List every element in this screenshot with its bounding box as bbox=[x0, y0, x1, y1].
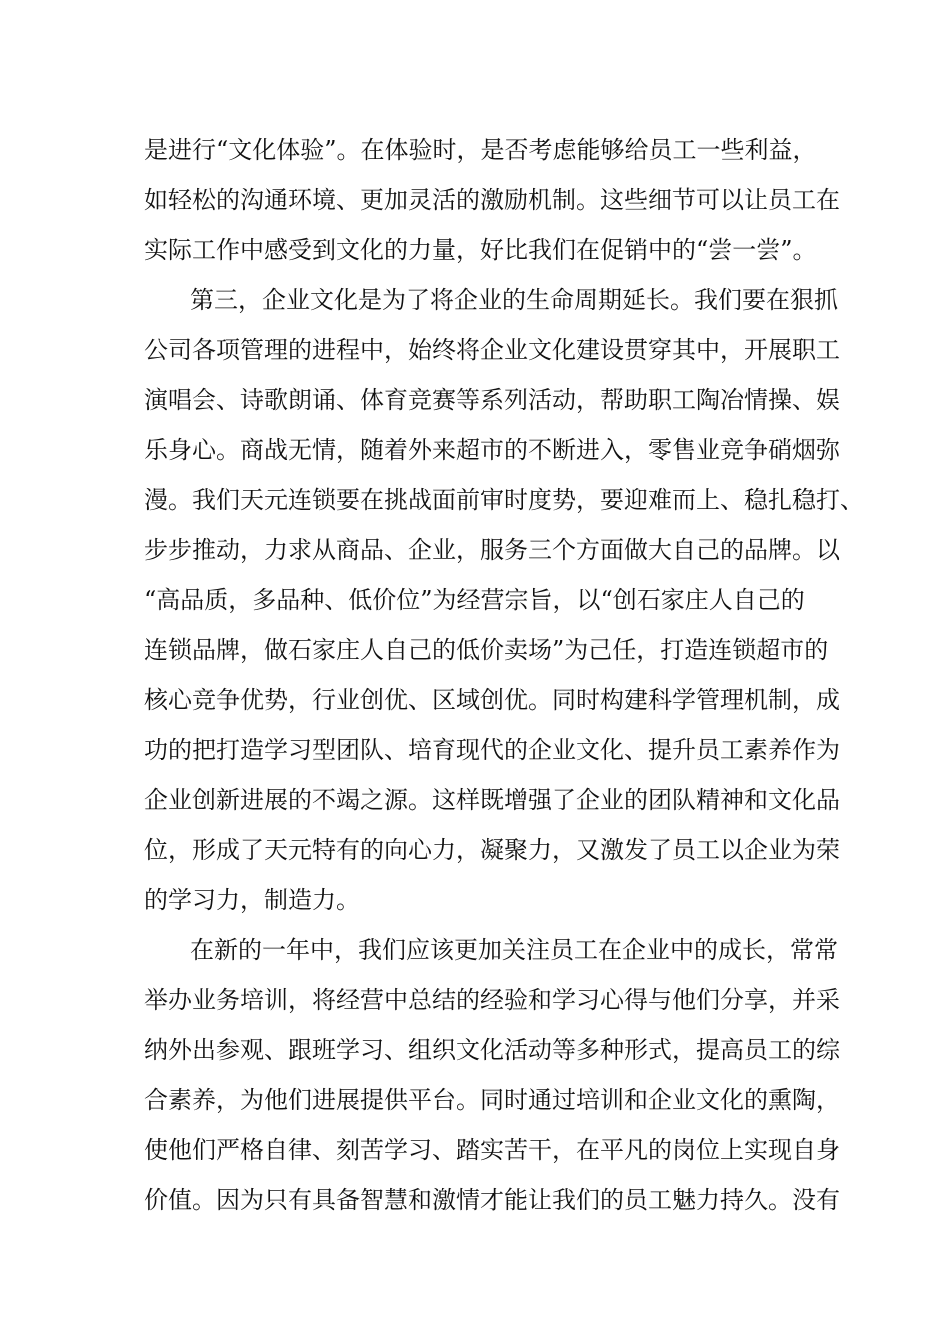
text-line: 乐身心。商战无情，随着外来超市的不断进入，零售业竞争硝烟弥 bbox=[144, 436, 840, 464]
text-line: “高品质，多品种、低价位”为经营宗旨，以“创石家庄人自己的 bbox=[144, 586, 805, 614]
text-line: 举办业务培训，将经营中总结的经验和学习心得与他们分享，并采 bbox=[144, 986, 840, 1014]
text-line: 是进行“文化体验”。在体验时，是否考虑能够给员工一些利益， bbox=[144, 136, 817, 164]
text-line: 步步推动，力求从商品、企业，服务三个方面做大自己的品牌。以 bbox=[144, 536, 840, 564]
text-line: 纳外出参观、跟班学习、组织文化活动等多种形式，提高员工的综 bbox=[144, 1036, 840, 1064]
text-line: 功的把打造学习型团队、培育现代的企业文化、提升员工素养作为 bbox=[144, 736, 840, 764]
text-line: 价值。因为只有具备智慧和激情才能让我们的员工魅力持久。没有 bbox=[144, 1186, 840, 1214]
text-line: 如轻松的沟通环境、更加灵活的激励机制。这些细节可以让员工在 bbox=[144, 186, 840, 214]
text-line: 实际工作中感受到文化的力量，好比我们在促销中的“尝一尝”。 bbox=[144, 236, 817, 264]
text-line: 企业创新进展的不竭之源。这样既增强了企业的团队精神和文化品 bbox=[144, 786, 840, 814]
text-line: 的学习力，制造力。 bbox=[144, 886, 360, 914]
text-line: 连锁品牌，做石家庄人自己的低价卖场”为己任，打造连锁超市的 bbox=[144, 636, 829, 664]
paragraph-first-line: 第三，企业文化是为了将企业的生命周期延长。我们要在狠抓 bbox=[190, 286, 838, 314]
text-line: 演唱会、诗歌朗诵、体育竞赛等系列活动，帮助职工陶冶情操、娱 bbox=[144, 386, 840, 414]
text-line: 漫。我们天元连锁要在挑战面前审时度势，要迎难而上、稳扎稳打、 bbox=[144, 486, 864, 514]
text-line: 位，形成了天元特有的向心力，凝聚力，又激发了员工以企业为荣 bbox=[144, 836, 840, 864]
paragraph-first-line: 在新的一年中，我们应该更加关注员工在企业中的成长，常常 bbox=[190, 936, 838, 964]
text-line: 核心竞争优势，行业创优、区域创优。同时构建科学管理机制，成 bbox=[144, 686, 840, 714]
text-line: 合素养，为他们进展提供平台。同时通过培训和企业文化的熏陶， bbox=[144, 1086, 840, 1114]
text-line: 使他们严格自律、刻苦学习、踏实苦干，在平凡的岗位上实现自身 bbox=[144, 1136, 840, 1164]
text-line: 公司各项管理的进程中，始终将企业文化建设贯穿其中，开展职工 bbox=[144, 336, 840, 364]
